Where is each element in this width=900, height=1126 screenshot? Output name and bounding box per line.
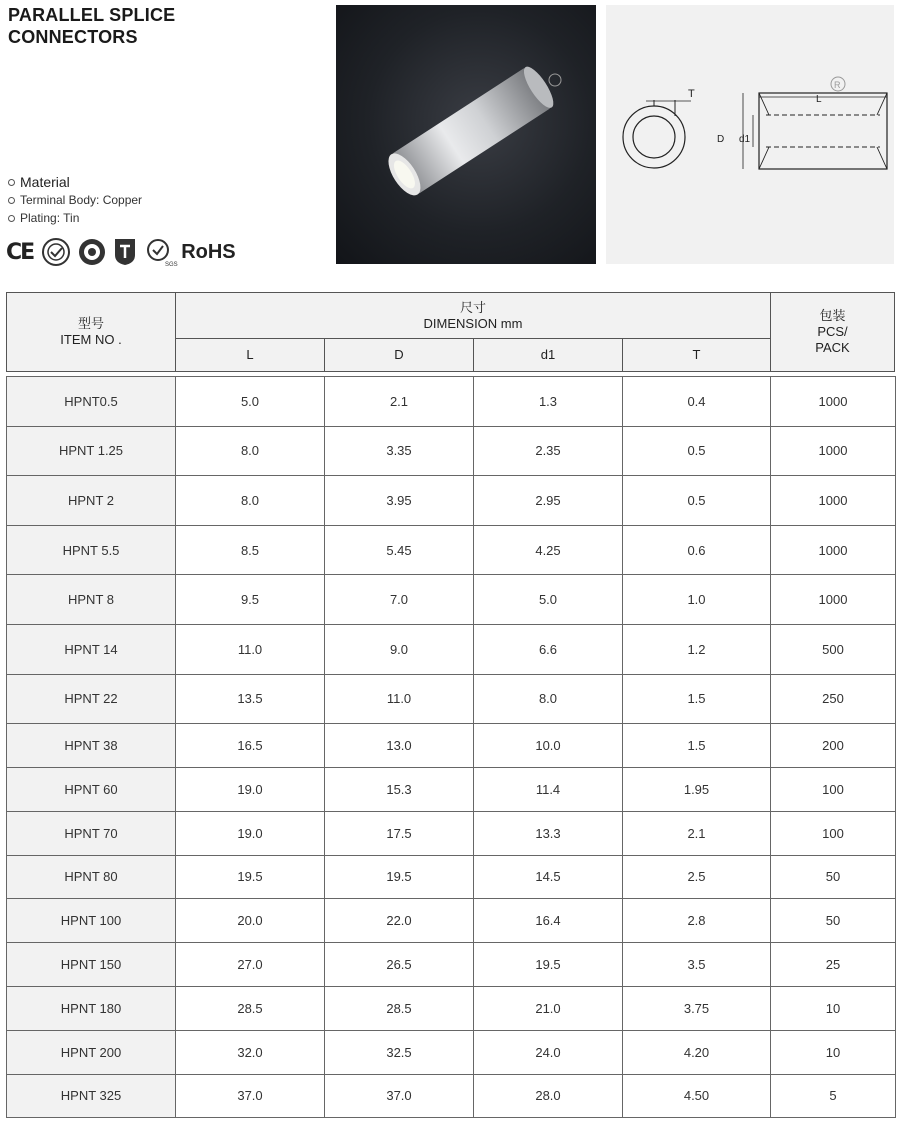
cell-l: 19.0 [176, 811, 325, 855]
header-dimension-cn: 尺寸 [459, 299, 486, 315]
cell-l: 11.0 [176, 624, 325, 674]
product-photo [336, 5, 596, 264]
material-item-body: Terminal Body: Copper [20, 193, 143, 207]
cell-item: HPNT 70 [7, 811, 176, 855]
header-pack-en2: PACK [815, 340, 850, 355]
cell-item: HPNT 22 [7, 674, 176, 724]
cell-t: 3.75 [623, 986, 771, 1030]
table-row [7, 624, 896, 674]
table-header [6, 292, 895, 372]
bullet-icon [8, 215, 15, 222]
material-section [8, 173, 142, 227]
table-row [7, 943, 896, 987]
cell-d1: 8.0 [474, 674, 623, 724]
cell-pack: 1000 [771, 377, 896, 427]
dimension-drawing [606, 5, 894, 264]
header-pack [771, 293, 894, 371]
page-title [8, 4, 175, 48]
table-body [6, 376, 896, 1118]
ce-mark: CE [6, 239, 34, 265]
material-heading-row [8, 173, 142, 191]
cell-l: 27.0 [176, 943, 325, 987]
cell-d1: 14.5 [474, 855, 623, 899]
cell-item: HPNT 80 [7, 855, 176, 899]
cell-d1: 21.0 [474, 986, 623, 1030]
cell-pack: 10 [771, 986, 896, 1030]
cell-pack: 1000 [771, 426, 896, 476]
cell-item: HPNT 8 [7, 575, 176, 625]
cell-l: 13.5 [176, 674, 325, 724]
table-row [7, 377, 896, 427]
cell-t: 0.4 [623, 377, 771, 427]
cell-l: 8.0 [176, 426, 325, 476]
cell-item: HPNT 325 [7, 1074, 176, 1118]
certification-logos [6, 236, 236, 268]
cell-pack: 100 [771, 811, 896, 855]
cell-d1: 2.95 [474, 476, 623, 526]
cell-l: 28.5 [176, 986, 325, 1030]
cell-d1: 4.25 [474, 525, 623, 575]
cell-d: 28.5 [325, 986, 474, 1030]
cell-t: 0.5 [623, 476, 771, 526]
spec-table [6, 292, 895, 1104]
cell-pack: 200 [771, 724, 896, 768]
cell-pack: 100 [771, 767, 896, 811]
cell-item: HPNT 150 [7, 943, 176, 987]
cell-d: 3.95 [325, 476, 474, 526]
cell-d: 5.45 [325, 525, 474, 575]
cell-pack: 1000 [771, 575, 896, 625]
management-seal-icon [77, 237, 107, 267]
header-d1: d1 [540, 347, 556, 362]
cell-t: 1.2 [623, 624, 771, 674]
table-row [7, 476, 896, 526]
material-item [8, 191, 142, 209]
cell-t: 1.5 [623, 724, 771, 768]
cell-item: HPNT0.5 [7, 377, 176, 427]
cell-d1: 11.4 [474, 767, 623, 811]
cell-l: 8.5 [176, 525, 325, 575]
cell-d1: 19.5 [474, 943, 623, 987]
label-d: D [717, 134, 725, 145]
cell-item: HPNT 5.5 [7, 525, 176, 575]
cell-pack: 500 [771, 624, 896, 674]
cell-t: 4.20 [623, 1030, 771, 1074]
cell-t: 0.5 [623, 426, 771, 476]
cell-d: 22.0 [325, 899, 474, 943]
table-row [7, 525, 896, 575]
rohs-label: RoHS [181, 240, 236, 263]
material-item [8, 209, 142, 227]
cell-d1: 13.3 [474, 811, 623, 855]
header-item [7, 293, 175, 371]
cell-d: 37.0 [325, 1074, 474, 1118]
cell-d1: 16.4 [474, 899, 623, 943]
cell-pack: 50 [771, 899, 896, 943]
cell-t: 2.1 [623, 811, 771, 855]
bullet-icon [8, 179, 15, 186]
label-d1: d1 [739, 134, 751, 145]
table-row [7, 855, 896, 899]
cell-pack: 1000 [771, 525, 896, 575]
table-row [7, 724, 896, 768]
cell-d: 19.5 [325, 855, 474, 899]
dimension-diagram [606, 5, 894, 264]
cell-l: 37.0 [176, 1074, 325, 1118]
header-t: T [692, 347, 701, 362]
header-pack-en1: PCS/ [817, 324, 848, 339]
cell-d: 2.1 [325, 377, 474, 427]
cell-d1: 6.6 [474, 624, 623, 674]
cell-d1: 24.0 [474, 1030, 623, 1074]
header-d: D [394, 347, 404, 362]
cell-item: HPNT 200 [7, 1030, 176, 1074]
tuv-shield-icon [113, 237, 137, 267]
cell-l: 9.5 [176, 575, 325, 625]
header-dimension-en: DIMENSION mm [423, 315, 523, 331]
header-item-en: ITEM NO . [60, 332, 122, 347]
cell-t: 1.95 [623, 767, 771, 811]
cell-item: HPNT 180 [7, 986, 176, 1030]
header-pack-cn: 包装 [819, 308, 846, 323]
quality-seal-icon [41, 237, 71, 267]
table-row [7, 575, 896, 625]
material-heading: Material [20, 174, 70, 190]
cell-l: 20.0 [176, 899, 325, 943]
cell-d: 11.0 [325, 674, 474, 724]
header-l: L [246, 347, 254, 362]
cell-d: 26.5 [325, 943, 474, 987]
cell-item: HPNT 38 [7, 724, 176, 768]
cell-item: HPNT 14 [7, 624, 176, 674]
cell-pack: 25 [771, 943, 896, 987]
cell-d: 15.3 [325, 767, 474, 811]
table-row [7, 986, 896, 1030]
cell-l: 32.0 [176, 1030, 325, 1074]
sgs-seal-icon [143, 237, 178, 268]
cell-t: 1.0 [623, 575, 771, 625]
cell-item: HPNT 2 [7, 476, 176, 526]
registered-mark: R [834, 80, 841, 90]
cell-d1: 10.0 [474, 724, 623, 768]
label-l: L [816, 94, 822, 105]
cell-l: 8.0 [176, 476, 325, 526]
cell-pack: 50 [771, 855, 896, 899]
splice-connector-image [336, 5, 596, 264]
cell-t: 2.5 [623, 855, 771, 899]
label-t: T [688, 88, 695, 100]
cell-d: 3.35 [325, 426, 474, 476]
cell-pack: 1000 [771, 476, 896, 526]
cell-pack: 5 [771, 1074, 896, 1118]
cell-item: HPNT 100 [7, 899, 176, 943]
cell-d: 9.0 [325, 624, 474, 674]
title-line-2: CONNECTORS [8, 27, 138, 47]
cell-item: HPNT 60 [7, 767, 176, 811]
cell-d: 17.5 [325, 811, 474, 855]
table-row [7, 674, 896, 724]
cell-d: 32.5 [325, 1030, 474, 1074]
cell-d1: 28.0 [474, 1074, 623, 1118]
header-dimension [176, 293, 770, 338]
cell-pack: 10 [771, 1030, 896, 1074]
table-row [7, 426, 896, 476]
cell-d1: 2.35 [474, 426, 623, 476]
cell-t: 1.5 [623, 674, 771, 724]
cell-l: 19.0 [176, 767, 325, 811]
cell-d: 13.0 [325, 724, 474, 768]
cell-t: 0.6 [623, 525, 771, 575]
bullet-icon [8, 197, 15, 204]
table-row [7, 1074, 896, 1118]
table-row [7, 899, 896, 943]
cell-d1: 5.0 [474, 575, 623, 625]
title-line-1: PARALLEL SPLICE [8, 5, 176, 25]
cell-pack: 250 [771, 674, 896, 724]
cell-d: 7.0 [325, 575, 474, 625]
table-row [7, 811, 896, 855]
header-item-cn: 型号 [77, 316, 104, 331]
table-row [7, 767, 896, 811]
material-item-plating: Plating: Tin [20, 211, 80, 225]
cell-item: HPNT 1.25 [7, 426, 176, 476]
cell-t: 4.50 [623, 1074, 771, 1118]
table-row [7, 1030, 896, 1074]
cell-t: 2.8 [623, 899, 771, 943]
cell-l: 5.0 [176, 377, 325, 427]
cell-l: 19.5 [176, 855, 325, 899]
cell-d1: 1.3 [474, 377, 623, 427]
cell-t: 3.5 [623, 943, 771, 987]
cell-l: 16.5 [176, 724, 325, 768]
sgs-label: SGS [165, 262, 178, 268]
